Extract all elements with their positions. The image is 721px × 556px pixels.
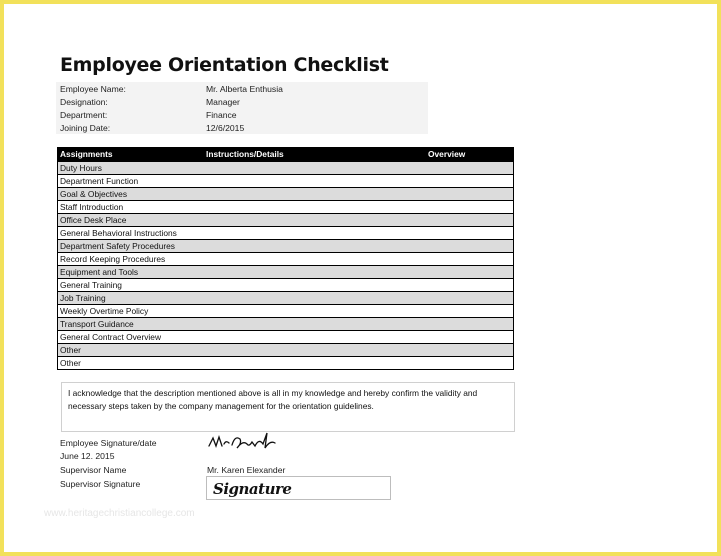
info-row-designation xyxy=(60,97,240,110)
supervisor-name-label: Supervisor Name xyxy=(60,465,127,475)
table-row: Transport Guidance xyxy=(58,317,513,330)
table-row: Other xyxy=(58,343,513,356)
acknowledgement-box: I acknowledge that the description mentioned above is all in my knowledge and hereby confirm the validity and necessary steps taken by the company management for the orientation guidelines. xyxy=(61,382,515,432)
employee-signature-label: Employee Signature/date xyxy=(60,438,157,448)
supervisor-name-value: Mr. Karen Elexander xyxy=(207,465,286,475)
document-page xyxy=(4,4,717,552)
table-row: General Training xyxy=(58,278,513,291)
header-overview: Overview xyxy=(428,149,466,159)
watermark: www.heritagechristiancollege.com xyxy=(44,508,195,519)
info-value: Finance xyxy=(206,110,237,120)
table-row: Equipment and Tools xyxy=(58,265,513,278)
table-row: Duty Hours xyxy=(58,161,513,174)
table-row: Department Function xyxy=(58,174,513,187)
table-header xyxy=(58,148,513,161)
table-row: Record Keeping Procedures xyxy=(58,252,513,265)
info-value: 12/6/2015 xyxy=(206,123,245,133)
info-label: Joining Date: xyxy=(60,123,111,133)
info-row-joining-date xyxy=(60,123,245,136)
info-value: Manager xyxy=(206,97,240,107)
table-row: Goal & Objectives xyxy=(58,187,513,200)
info-label: Department: xyxy=(60,110,108,120)
table-row: Weekly Overtime Policy xyxy=(58,304,513,317)
assignments-table xyxy=(57,147,514,370)
supervisor-signature-label: Supervisor Signature xyxy=(60,479,141,489)
employee-signature xyxy=(207,430,287,456)
table-row: Job Training xyxy=(58,291,513,304)
table-row: Department Safety Procedures xyxy=(58,239,513,252)
info-row-name xyxy=(60,84,283,97)
document-title: Employee Orientation Checklist xyxy=(60,54,389,76)
info-label: Designation: xyxy=(60,97,108,107)
employee-info-block xyxy=(56,82,428,134)
table-row: General Contract Overview xyxy=(58,330,513,343)
employee-signature-date: June 12. 2015 xyxy=(60,451,115,461)
supervisor-signature-box xyxy=(206,476,391,500)
supervisor-signature: Signature xyxy=(213,480,292,498)
table-row: General Behavioral Instructions xyxy=(58,226,513,239)
header-instructions: Instructions/Details xyxy=(206,149,284,159)
info-value: Mr. Alberta Enthusia xyxy=(206,84,283,94)
table-row: Other xyxy=(58,356,513,369)
table-row: Staff Introduction xyxy=(58,200,513,213)
header-assignments: Assignments xyxy=(60,149,113,159)
table-row: Office Desk Place xyxy=(58,213,513,226)
info-row-department xyxy=(60,110,237,123)
info-label: Employee Name: xyxy=(60,84,126,94)
